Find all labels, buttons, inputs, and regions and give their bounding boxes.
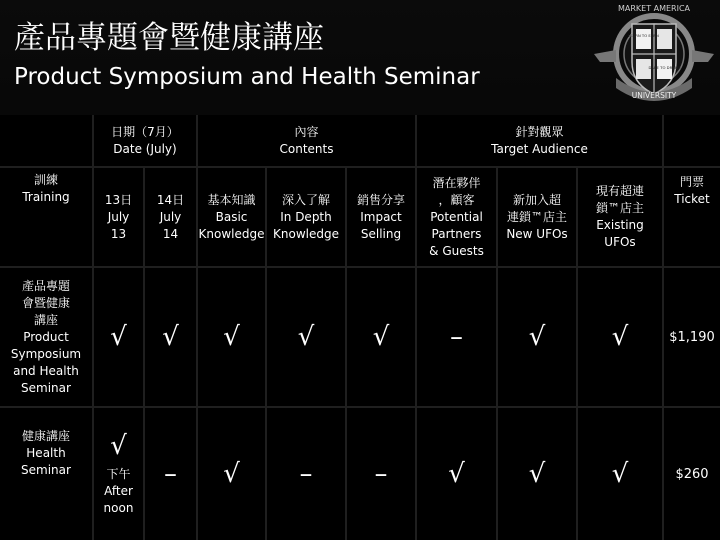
date-13-day: 13 (110, 226, 127, 241)
date-13-month: July (107, 209, 130, 224)
row1-existing-ufo-mark: √ (578, 268, 662, 406)
row1-impact-mark: √ (347, 268, 415, 406)
page-title-english: Product Symposium and Health Seminar (14, 64, 480, 90)
row2-afternoon-zh: 下午 (106, 466, 131, 481)
logo-ring-text: MARKET AMERICA (617, 4, 691, 13)
row2-name-en-1: Health (26, 446, 66, 460)
ticket-en: Ticket (674, 192, 710, 206)
depth-en-1: In Depth (280, 209, 332, 224)
depth-zh: 深入了解 (281, 192, 330, 207)
new-ufos-header (498, 168, 576, 266)
impact-en-2: Selling (360, 226, 402, 241)
row1-potential-mark: – (417, 268, 496, 406)
row1-name-zh-1: 產品專題 (21, 278, 70, 293)
impact-selling-header (347, 168, 415, 266)
date-group-zh: 日期（7月） (111, 124, 179, 139)
existing-ufo-en-2: UFOs (604, 235, 636, 249)
row1-name-en-1: Product (23, 329, 69, 344)
potential-en-3: & Guests (429, 243, 484, 258)
potential-zh-1: 潛在夥伴 (432, 175, 481, 190)
contents-group-en: Contents (279, 141, 334, 156)
row1-date13-mark: √ (94, 268, 143, 406)
existing-ufo-zh-1: 現有超連 (595, 184, 644, 198)
crest-panel-text-1: LEARN TO EARN (628, 33, 659, 38)
row2-afternoon-en-1: After (104, 483, 133, 498)
potential-partners-header (417, 168, 496, 266)
row2-ticket-price: $260 (664, 408, 720, 540)
row1-name-en-3: and Health (13, 363, 79, 378)
row2-date13-cell (94, 408, 143, 540)
page-title-chinese: 產品專題會暨健康講座 (14, 20, 324, 56)
existing-ufo-en-1: Existing (596, 218, 644, 232)
training-zh: 訓練 (33, 173, 58, 187)
row1-date14-mark: √ (145, 268, 196, 406)
row2-date13-mark: √ (110, 430, 127, 461)
potential-en-1: Potential (430, 209, 483, 224)
row-product-symposium-label (0, 268, 92, 406)
depth-en-2: Knowledge (273, 226, 339, 241)
date-14-month: July (159, 209, 182, 224)
row1-ticket-price: $1,190 (664, 268, 720, 406)
basic-zh: 基本知識 (207, 192, 256, 207)
table-corner-cell (0, 115, 92, 166)
date-group-en: Date (July) (113, 141, 177, 156)
row2-potential-mark: √ (417, 408, 496, 540)
training-en: Training (22, 190, 70, 204)
basic-en-1: Basic (215, 209, 248, 224)
basic-en-2: Knowledge (198, 226, 265, 241)
row1-name-en-4: Seminar (21, 380, 71, 395)
ticket-group-spacer (664, 115, 720, 166)
new-ufo-zh-1: 新加入超 (512, 192, 561, 207)
contents-group-header (198, 115, 415, 166)
basic-knowledge-header (198, 168, 265, 266)
training-header (0, 168, 92, 266)
target-group-en: Target Audience (491, 141, 588, 156)
row1-depth-mark: √ (267, 268, 345, 406)
in-depth-knowledge-header (267, 168, 345, 266)
potential-en-2: Partners (431, 226, 482, 241)
row2-date14-mark: – (145, 408, 196, 540)
row2-new-ufo-mark: √ (498, 408, 576, 540)
date-13-zh: 13日 (104, 192, 133, 207)
row2-name-zh: 健康講座 (21, 429, 70, 443)
row2-existing-ufo-mark: √ (578, 408, 662, 540)
row2-impact-mark: – (347, 408, 415, 540)
row1-name-en-2: Symposium (10, 346, 82, 361)
impact-en-1: Impact (360, 209, 402, 224)
row2-basic-mark: √ (198, 408, 265, 540)
row1-name-zh-2: 會暨健康 (21, 295, 70, 310)
ticket-header (664, 168, 720, 266)
row2-name-en-2: Seminar (21, 463, 71, 477)
row2-afternoon-en-2: noon (103, 500, 134, 515)
row2-depth-mark: – (267, 408, 345, 540)
existing-ufos-header (578, 168, 662, 266)
impact-zh: 銷售分享 (356, 192, 405, 207)
row-health-seminar-label (0, 408, 92, 540)
crest-panel-text-2: DARE TO DREAM (648, 65, 681, 70)
contents-group-zh: 內容 (294, 124, 319, 139)
target-group-zh: 針對觀眾 (515, 124, 564, 139)
row1-basic-mark: √ (198, 268, 265, 406)
date-14-zh: 14日 (156, 192, 185, 207)
row1-new-ufo-mark: √ (498, 268, 576, 406)
new-ufo-zh-2: 連鎖™店主 (506, 209, 567, 224)
market-america-university-logo-icon (594, 2, 714, 110)
existing-ufo-zh-2: 鎖™店主 (595, 201, 644, 215)
logo-bottom-text: UNIVERSITY (631, 91, 677, 100)
potential-zh-2: ，顧客 (438, 192, 475, 207)
new-ufo-en: New UFOs (506, 226, 568, 241)
row1-name-zh-3: 講座 (33, 312, 58, 327)
ticket-zh: 門票 (679, 175, 704, 189)
date-13-header (94, 168, 143, 266)
date-14-day: 14 (162, 226, 179, 241)
target-group-header (417, 115, 662, 166)
date-14-header (145, 168, 196, 266)
program-table (0, 115, 720, 540)
date-group-header (94, 115, 196, 166)
